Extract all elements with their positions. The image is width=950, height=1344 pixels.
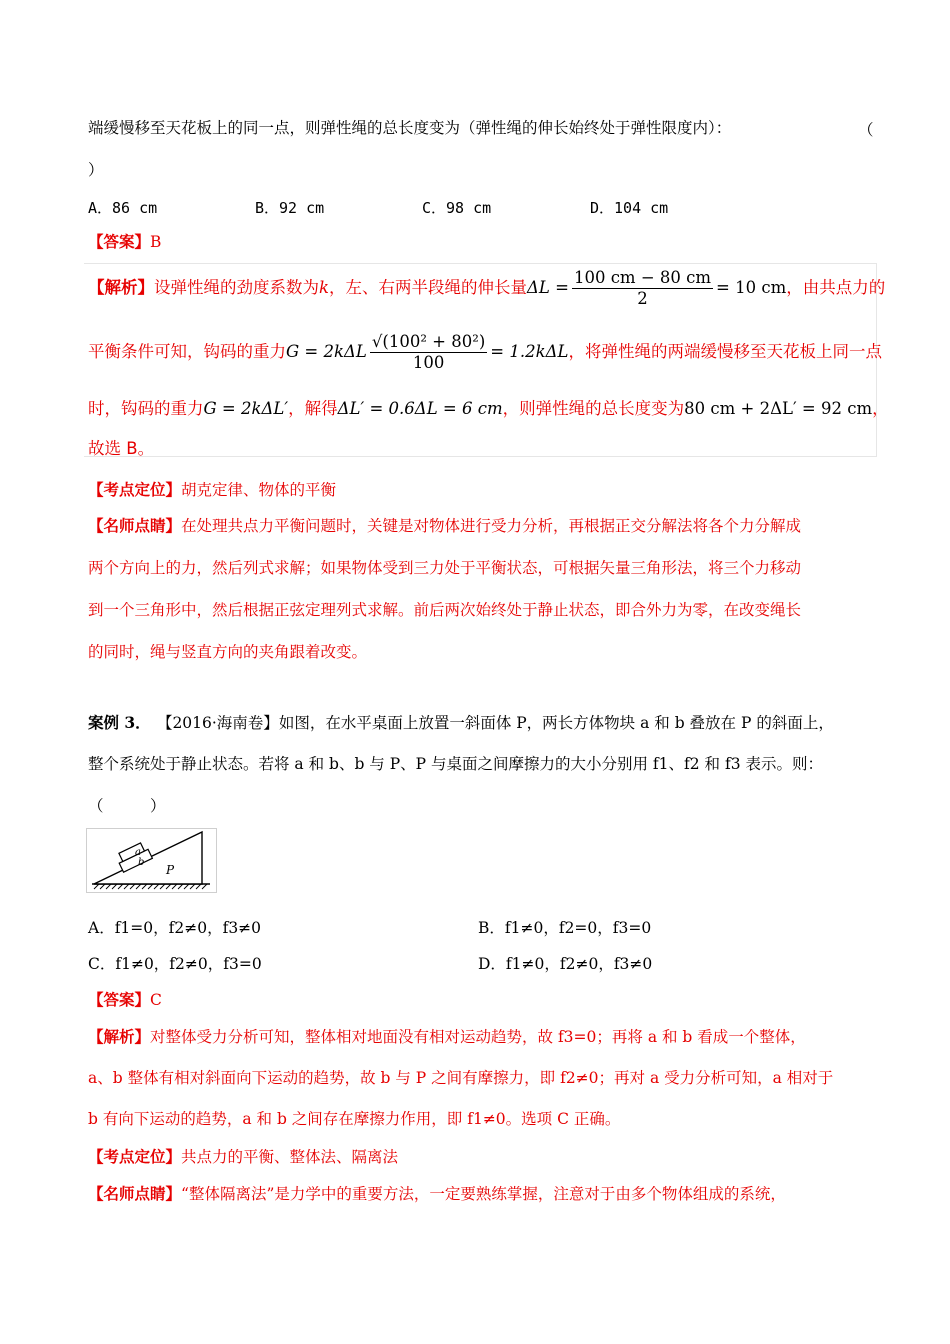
- analysis-text: 对整体受力分析可知，整体相对地面没有相对运动趋势，故 f3=0；再将 a 和 b 看成一个整体，: [150, 1028, 806, 1046]
- option-b: B．92 cm: [255, 199, 325, 217]
- analysis-text: 时，钩码的重力: [88, 399, 204, 418]
- case-3-analysis-line-2: a、b 整体有相对斜面向下运动的趋势，故 b 与 P 之间有摩擦力，即 f2≠0；再对 a 受力分析可知，a 相对于: [88, 1069, 834, 1087]
- analysis-line-3: [88, 398, 889, 420]
- case-3-stem-line-2: 整个系统处于静止状态。若将 a 和 b、b 与 P、P 与桌面之间摩擦力的大小分别用 f1、f2 和 f3 表示。则：: [88, 755, 824, 773]
- fraction-numerator: 100 cm − 80 cm: [573, 268, 712, 287]
- option-a: A．86 cm: [88, 199, 158, 217]
- analysis-text: ，则弹性绳的总长度变为: [502, 399, 685, 418]
- case-3-option-b: B．f1≠0，f2=0，f3=0: [478, 919, 652, 937]
- tips-line-2: 两个方向上的力，然后列式求解；如果物体受到三力处于平衡状态，可根据矢量三角形法，将三个力移动: [88, 559, 802, 577]
- answer-paren-close: ）: [88, 161, 104, 179]
- analysis-text: 平衡条件可知，钩码的重力: [88, 342, 286, 361]
- answer-label: 【答案】: [88, 232, 151, 251]
- answer-value: B: [150, 233, 162, 251]
- tips-text: “整体隔离法”是力学中的重要方法，一定要熟练掌握，注意对于由多个物体组成的系统，: [181, 1185, 786, 1203]
- case-3-option-c: C．f1≠0，f2≠0，f3=0: [88, 955, 262, 973]
- analysis-text: ，解得: [288, 399, 338, 418]
- formula-total: 80 cm + 2ΔL′ = 92 cm: [684, 399, 873, 418]
- fraction-denominator: 100: [412, 353, 445, 372]
- case-3-paren: （ ）: [88, 797, 166, 815]
- case-stem: 如图，在水平桌面上放置一斜面体 P，两长方体物块 a 和 b 叠放在 P 的斜面上，: [278, 714, 834, 732]
- analysis-text: ，将弹性绳的两端缓慢移至天花板上同一点: [568, 342, 882, 361]
- analysis-text: ，左、右两半段绳的伸长量: [329, 278, 527, 297]
- analysis-line-1: [88, 268, 885, 309]
- formula-g: G = 2kΔL′: [203, 399, 289, 418]
- fraction-numerator: √(100² + 80²): [371, 332, 486, 351]
- case-3-option-a: A．f1=0，f2≠0，f3≠0: [88, 919, 262, 937]
- case-3-tips-line: [88, 1184, 786, 1204]
- point-line: [88, 480, 336, 500]
- fraction: [572, 268, 713, 309]
- case-3-analysis-line-1: [88, 1027, 806, 1047]
- formula-result: = 10 cm: [716, 278, 787, 297]
- answer-paren-open: （: [858, 121, 874, 139]
- tips-line-4: 的同时，绳与竖直方向的夹角跟着改变。: [88, 643, 368, 661]
- case-3-answer: [88, 990, 162, 1010]
- analysis-label: 【解析】: [88, 278, 154, 297]
- label-p: P: [166, 863, 175, 877]
- analysis-text: ，: [872, 399, 889, 418]
- answer-line: [88, 232, 161, 252]
- case-3-stem-line-1: [88, 713, 834, 733]
- option-c: C．98 cm: [422, 199, 492, 217]
- var-k: k: [319, 278, 329, 297]
- tips-label: 【名师点睛】: [88, 516, 182, 535]
- label-a: a: [135, 847, 141, 858]
- analysis-text: ，由共点力的: [786, 278, 886, 297]
- question-stem-tail: 端缓慢移至天花板上的同一点，则弹性绳的总长度变为（弹性绳的伸长始终处于弹性限度内）：: [88, 119, 732, 137]
- point-label: 【考点定位】: [88, 1147, 182, 1166]
- tips-line-3: 到一个三角形中，然后根据正弦定理列式求解。前后两次始终处于静止状态，即合外力为零，在改变绳长: [88, 601, 802, 619]
- answer-value: C: [150, 991, 162, 1009]
- analysis-text: 设弹性绳的劲度系数为: [154, 278, 319, 297]
- formula-dl-prime: ΔL′ = 0.6ΔL = 6 cm: [337, 399, 503, 418]
- analysis-line-4: 故选 B。: [88, 439, 155, 458]
- case-3-point-line: [88, 1147, 398, 1167]
- fraction: [370, 332, 487, 373]
- point-text: 共点力的平衡、整体法、隔离法: [181, 1148, 399, 1166]
- label-b: b: [138, 857, 145, 868]
- incline-figure: [86, 828, 218, 894]
- case-3-analysis-line-3: b 有向下运动的趋势，a 和 b 之间存在摩擦力作用，即 f1≠0。选项 C 正确。: [88, 1110, 621, 1128]
- fraction-denominator: 2: [637, 289, 648, 308]
- tips-text: 在处理共点力平衡问题时，关键是对物体进行受力分析，再根据正交分解法将各个力分解成: [181, 517, 802, 535]
- case-3-option-d: D．f1≠0，f2≠0，f3≠0: [478, 955, 653, 973]
- analysis-line-2: [88, 332, 882, 373]
- answer-label: 【答案】: [88, 990, 151, 1009]
- point-text: 胡克定律、物体的平衡: [181, 481, 337, 499]
- formula-result: = 1.2kΔL: [490, 342, 569, 361]
- case-label: 案例 3．: [88, 713, 151, 732]
- analysis-label: 【解析】: [88, 1027, 151, 1046]
- tips-label: 【名师点睛】: [88, 1184, 182, 1203]
- formula-dl: ΔL =: [527, 278, 569, 297]
- formula-g: G = 2kΔL: [286, 342, 367, 361]
- option-d: D．104 cm: [590, 199, 669, 217]
- tips-line-1: [88, 516, 801, 536]
- point-label: 【考点定位】: [88, 480, 182, 499]
- case-source: 【2016·海南卷】: [164, 714, 279, 732]
